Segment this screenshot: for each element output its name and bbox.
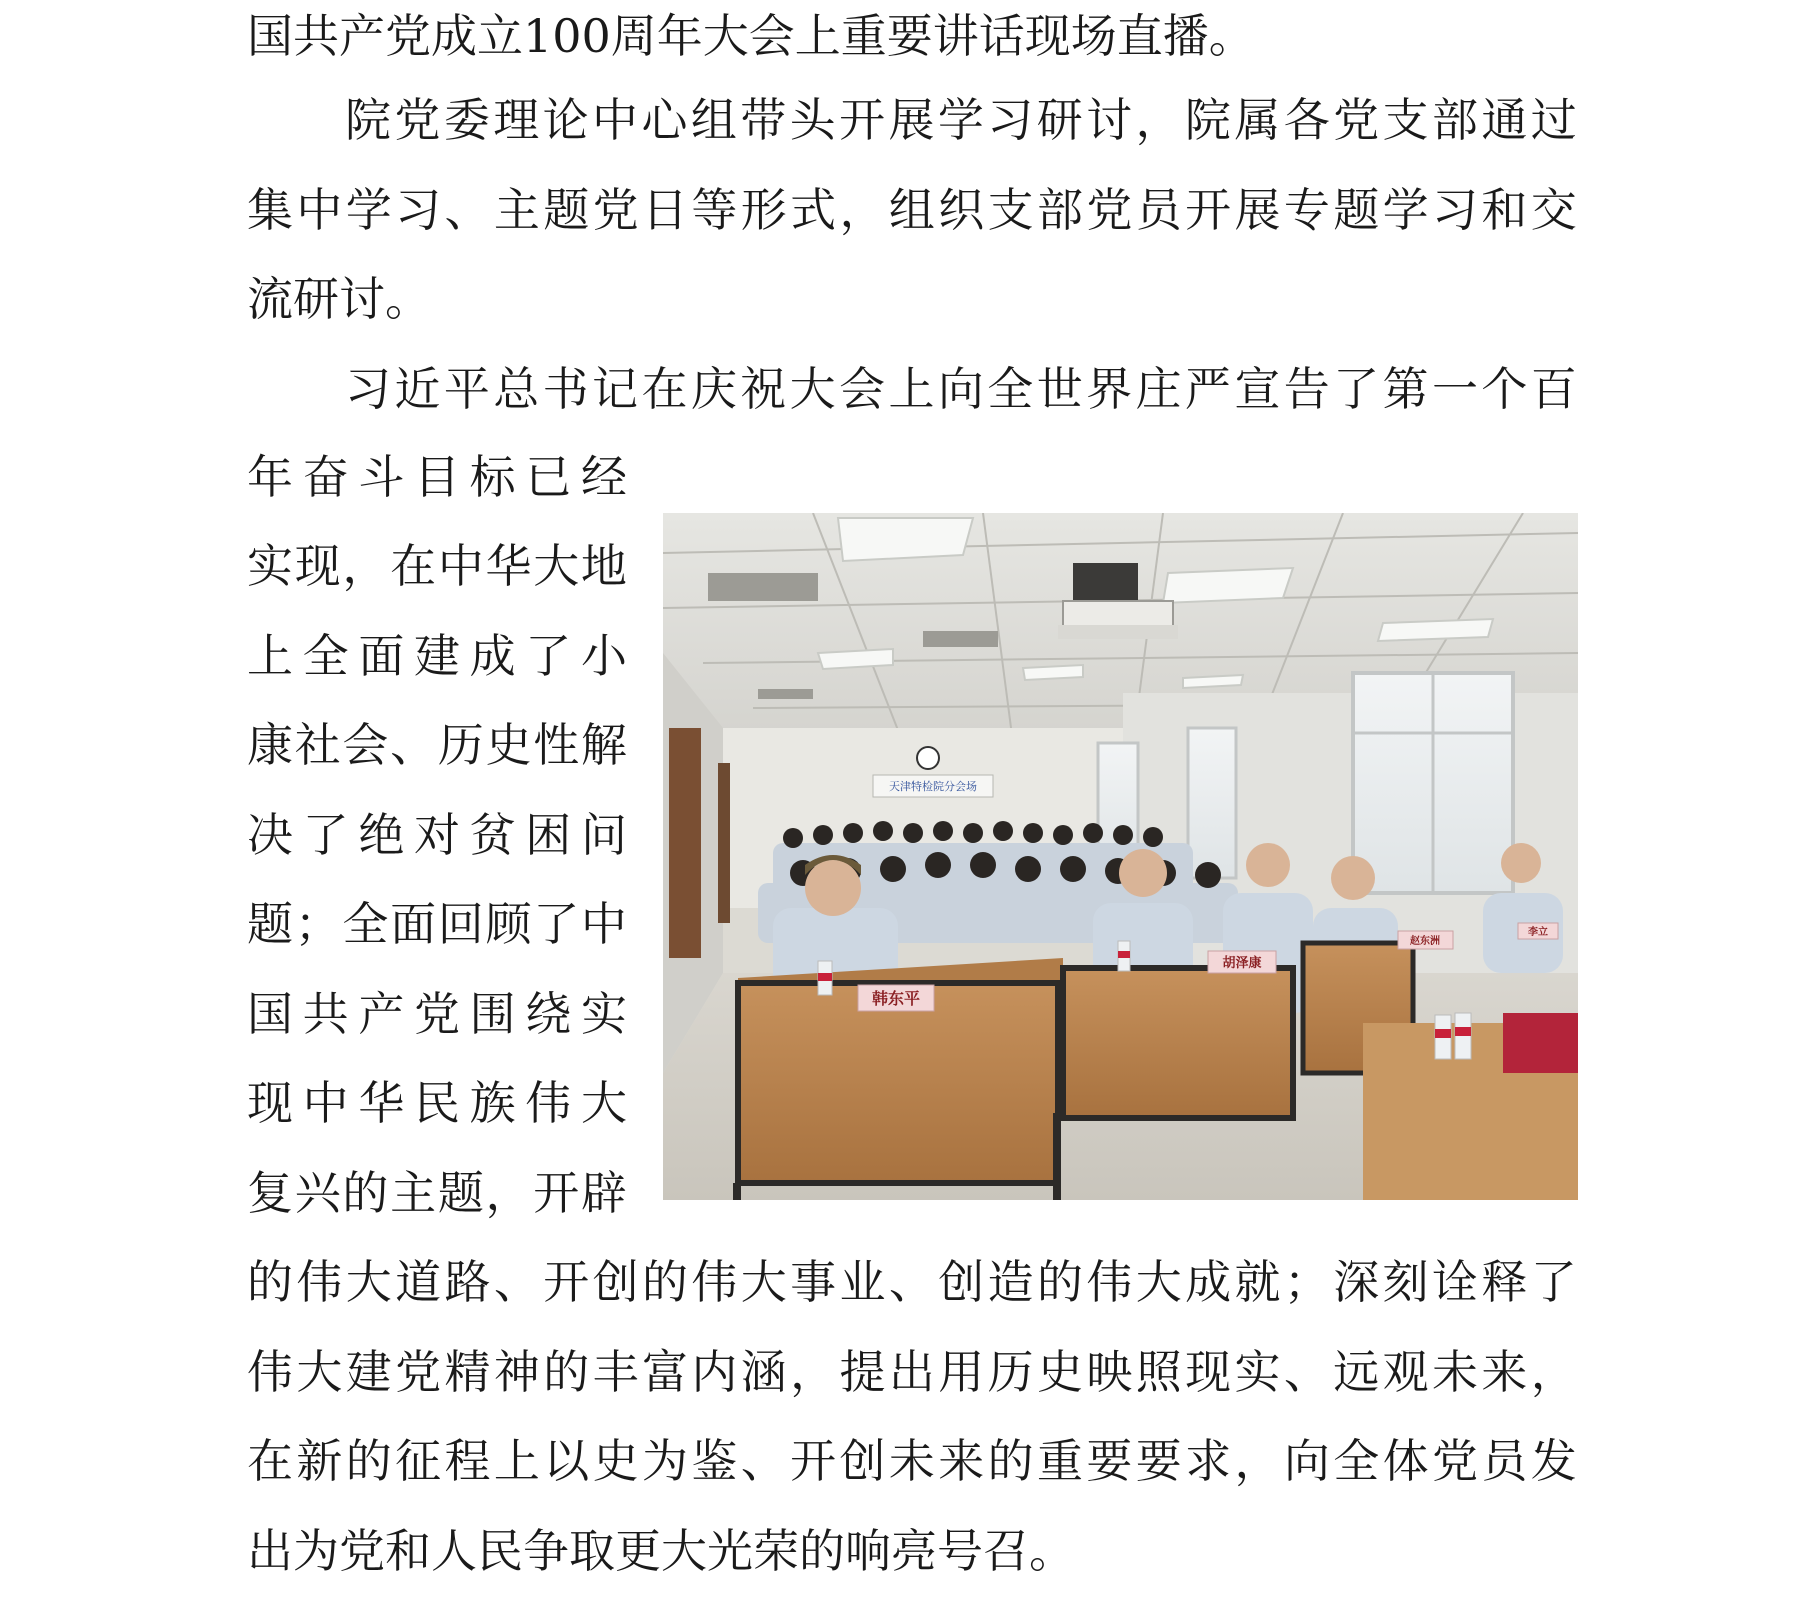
text-line-9: 康 社 会 、 历 史 性 解 bbox=[247, 718, 627, 772]
text-line-1: 国共产党成立100周年大会上重要讲话现场直播。 bbox=[247, 9, 1255, 63]
nameplate-4: 李立 bbox=[1528, 927, 1548, 938]
nameplate-1: 韩东平 bbox=[871, 989, 921, 1008]
wall-sign: 天津特检院分会场 bbox=[889, 780, 977, 793]
text-line-14: 复 兴 的 主 题 ， 开 辟 bbox=[247, 1166, 627, 1220]
left-door bbox=[669, 728, 701, 958]
text-line-5: 习 近 平 总 书 记 在 庆 祝 大 会 上 向 全 世 界 庄 严 宣 告 了 第 一 个 百 bbox=[345, 362, 1577, 416]
text-line-16: 伟 大 建 党 精 神 的 丰 富 内 涵 ， 提 出 用 历 史 映 照 现 实 、 远 观 未 来 ， bbox=[247, 1345, 1577, 1399]
text-line-3: 集 中 学 习 、 主 题 党 日 等 形 式 ， 组 织 支 部 党 员 开 展 专 题 学 习 和 交 bbox=[247, 183, 1577, 237]
text-line-2: 院 党 委 理 论 中 心 组 带 头 开 展 学 习 研 讨 ， 院 属 各 党 支 部 通 过 bbox=[345, 93, 1577, 147]
text-line-10: 决 了 绝 对 贫 困 问 bbox=[247, 808, 627, 862]
text-line-6: 年 奋 斗 目 标 已 经 bbox=[247, 450, 627, 504]
text-line-13: 现 中 华 民 族 伟 大 bbox=[247, 1076, 627, 1130]
back-door bbox=[718, 763, 730, 923]
text-line-7: 实 现 ， 在 中 华 大 地 bbox=[247, 539, 627, 593]
text-line-8: 上 全 面 建 成 了 小 bbox=[247, 629, 627, 683]
wall-clock-icon bbox=[917, 747, 939, 769]
text-line-12: 国 共 产 党 围 绕 实 bbox=[247, 987, 627, 1041]
text-line-4: 流研讨。 bbox=[247, 272, 431, 326]
text-line-15: 的 伟 大 道 路 、 开 创 的 伟 大 事 业 、 创 造 的 伟 大 成 就 ； 深 刻 诠 释 了 bbox=[247, 1255, 1577, 1309]
nameplate-2: 胡泽康 bbox=[1222, 956, 1262, 971]
text-line-11: 题 ； 全 面 回 顾 了 中 bbox=[247, 897, 627, 951]
meeting-photo bbox=[663, 513, 1578, 1200]
meeting-photo-illustration bbox=[663, 513, 1578, 1200]
nameplate-3: 赵东洲 bbox=[1410, 936, 1440, 947]
text-line-18: 出为党和人民争取更大光荣的响亮号召。 bbox=[247, 1524, 1075, 1578]
text-line-17: 在 新 的 征 程 上 以 史 为 鉴 、 开 创 未 来 的 重 要 要 求 ， 向 全 体 党 员 发 bbox=[247, 1434, 1577, 1488]
